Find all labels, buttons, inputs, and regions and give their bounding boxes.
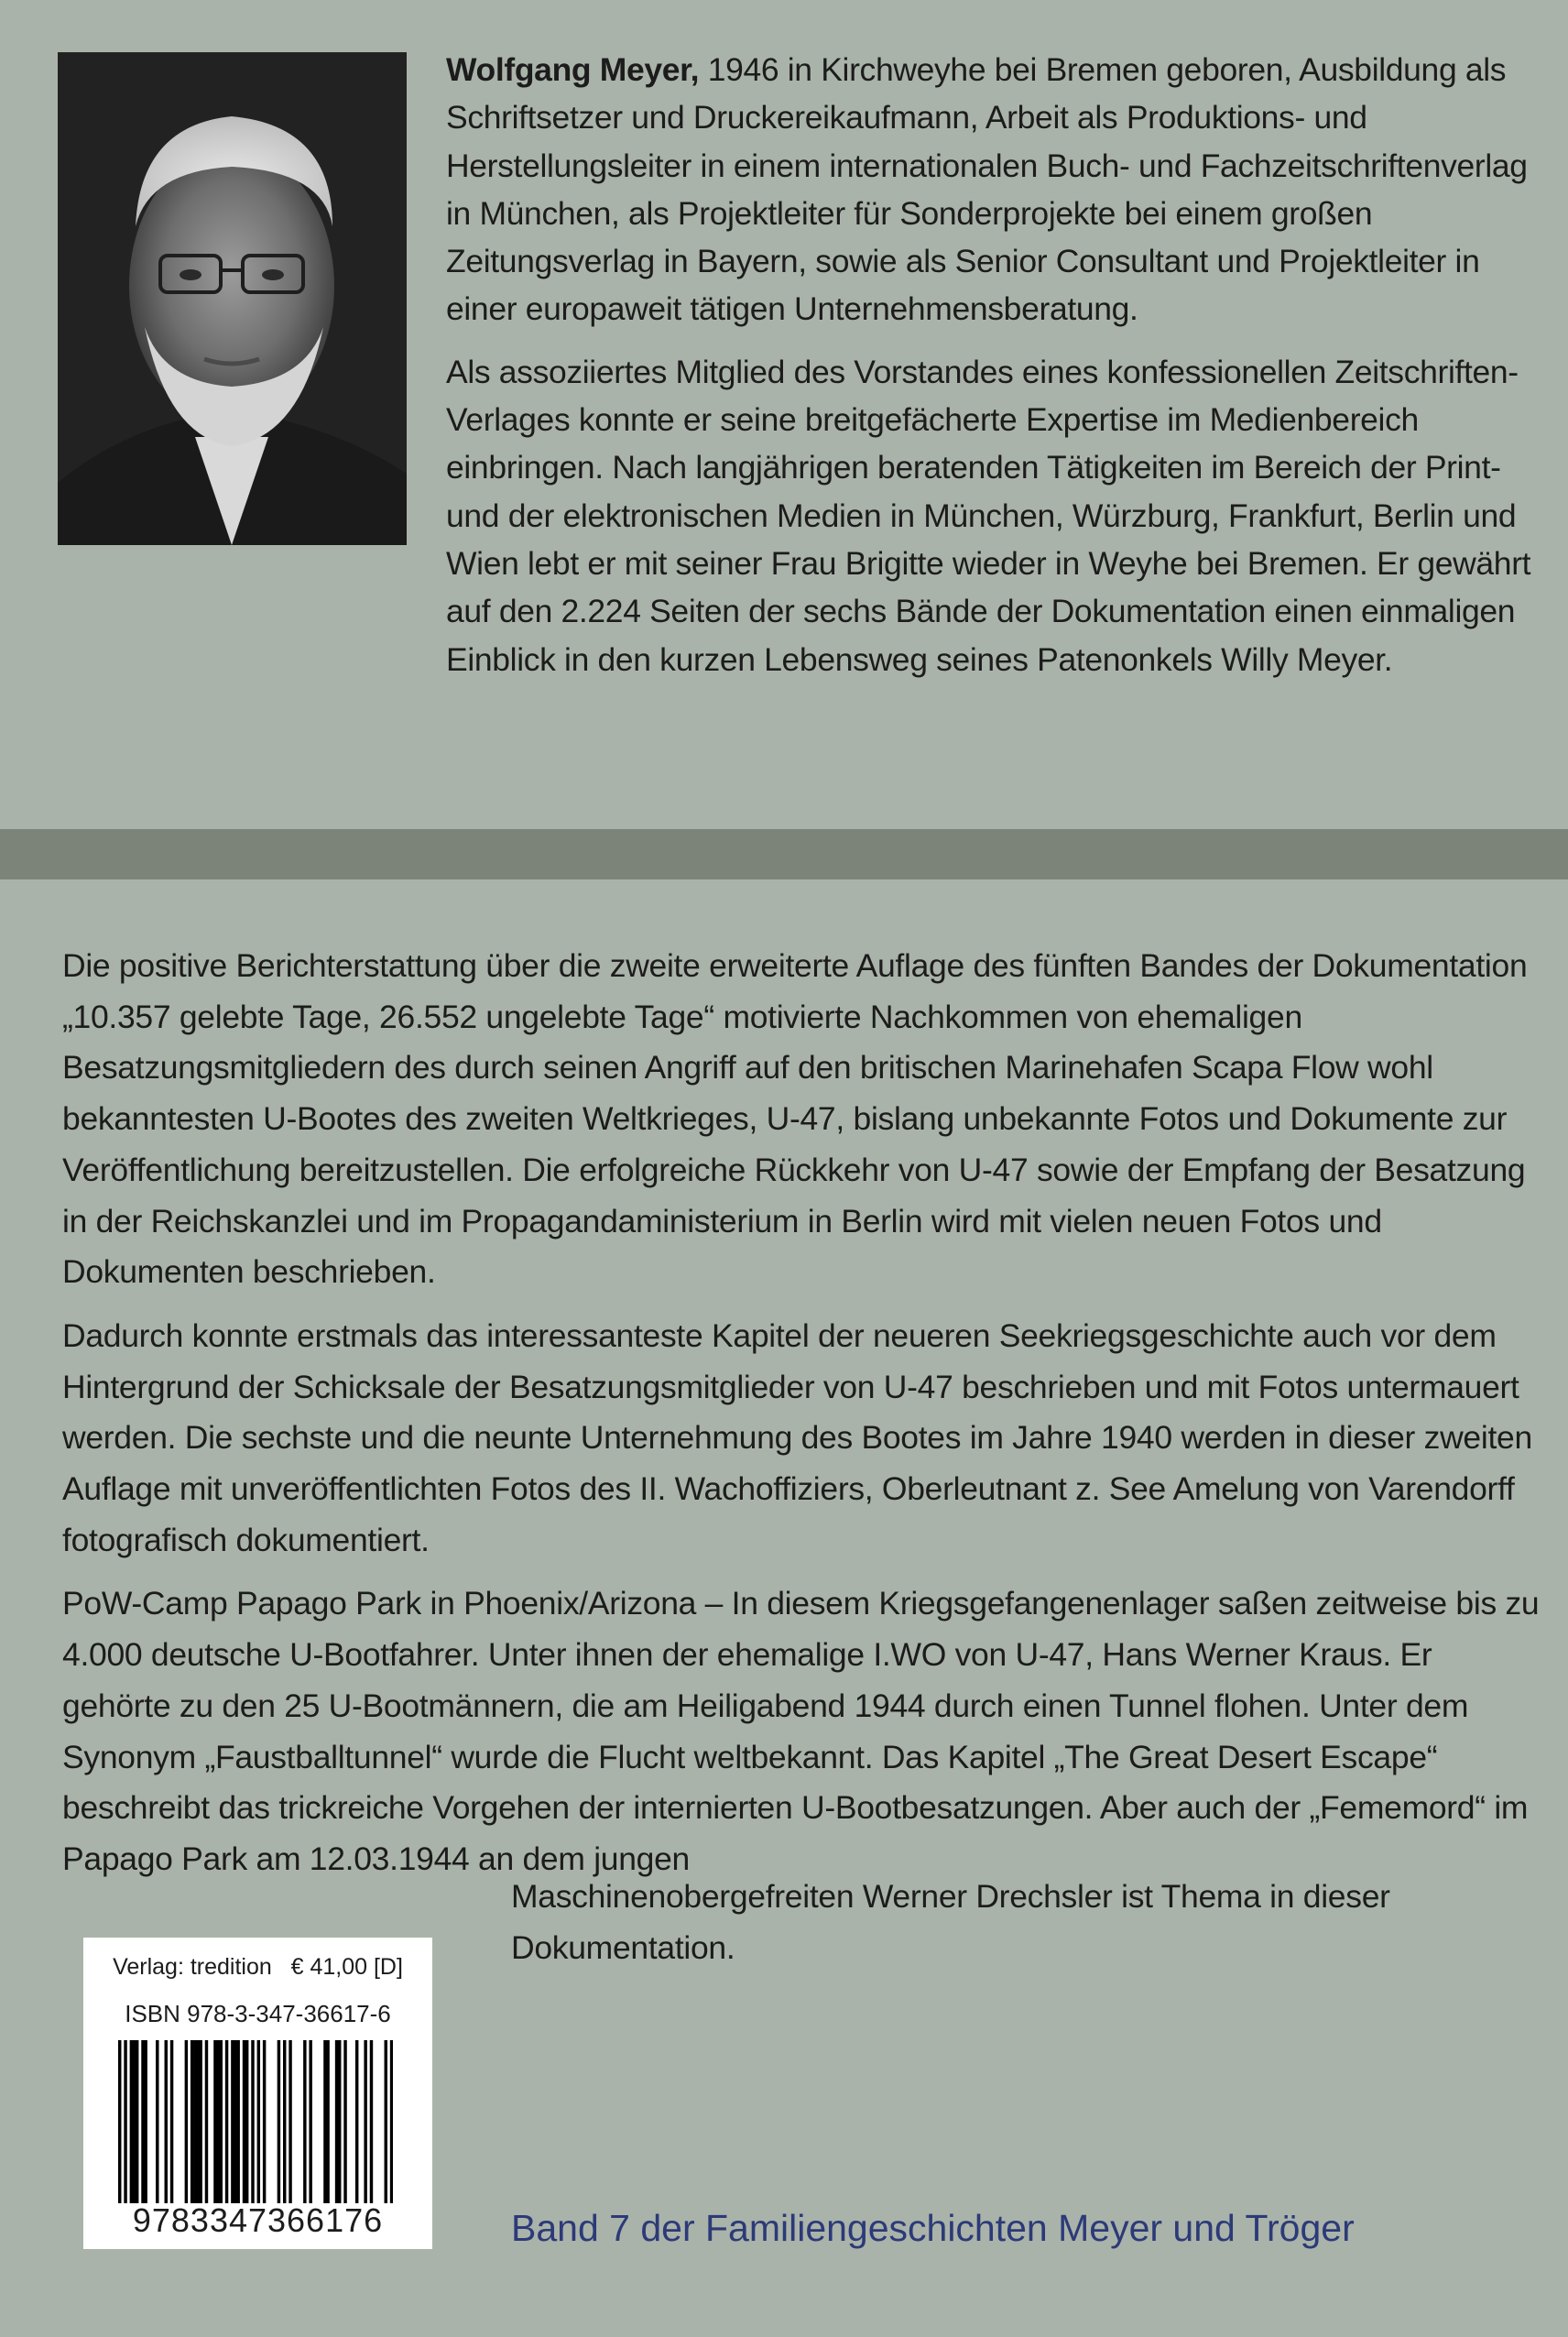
barcode-bar <box>193 2040 196 2203</box>
barcode-bar <box>343 2040 346 2203</box>
barcode-bar <box>303 2040 306 2203</box>
barcode-bar <box>323 2040 326 2203</box>
book-blurb <box>62 941 1546 1898</box>
barcode-bar <box>185 2040 188 2203</box>
barcode-bar <box>141 2040 144 2203</box>
barcode-bar <box>243 2040 245 2203</box>
barcode-bar <box>364 2040 366 2203</box>
barcode-bar <box>165 2040 168 2203</box>
barcode-bar <box>205 2040 208 2203</box>
blurb-paragraph-3-end: Maschinenobergefreiten Werner Drechsler ist Thema in dieser Dokumentation. <box>511 1878 1390 1966</box>
barcode-bar <box>355 2040 358 2203</box>
barcode-bar <box>220 2040 223 2203</box>
barcode-digits: 9783347366176 <box>132 2201 384 2239</box>
barcode-bar <box>335 2040 338 2203</box>
barcode-bar <box>156 2040 158 2203</box>
barcode-bar <box>263 2040 266 2203</box>
author-bio <box>446 46 1536 698</box>
divider-band <box>0 829 1568 879</box>
author-portrait <box>58 52 407 545</box>
blurb-paragraph-2: Dadurch konnte erstmals das interessanteste Kapitel der neueren Seekriegsgeschichte auch vor dem Hintergrund der Schicksale der Besatzungsmitglieder von U-47 beschrieben und mit Fotos untermauert werden. Die sechste und die neunte Unternehmung des Bootes im Jahre 1940 werden in dieser zweiten Auflage mit unveröffentlichten Fotos des II. Wachoffiziers, Oberleutnant z. See Amelung von Varendorff fotografisch dokumentiert. <box>62 1316 1532 1558</box>
barcode-bar <box>370 2040 373 2203</box>
barcode-bar <box>390 2040 393 2203</box>
barcode-box <box>83 1938 432 2249</box>
isbn-label: ISBN 978-3-347-36617-6 <box>125 2000 391 2027</box>
barcode-bar <box>338 2040 341 2203</box>
blurb-paragraph-1: Die positive Berichterstattung über die zweite erweiterte Auflage des fünften Bandes der Dokumentation „10.357 gelebte Tage, 26.552 ungelebte Tage“ motivierte Nachkommen von ehemaligen Besatzungsmitgliedern des durch seinen Angriff auf den britischen Marinehafen Scapa Flow wohl bekanntesten U-Bootes des zweiten Weltkrieges, U-47, bislang unbekannte Fotos und Dokumente zur Veröffentlichung bereitzustellen. Die erfolgreiche Rückkehr von U-47 sowie der Empfang der Besatzung in der Reichskanzlei und im Propagandaministerium in Berlin wird mit vielen neuen Fotos und Dokumenten beschrieben. <box>62 947 1528 1291</box>
barcode-bar <box>130 2040 133 2203</box>
barcode-bar <box>309 2040 311 2203</box>
barcode-bar <box>170 2040 173 2203</box>
author-bio-paragraph-1 <box>446 46 1536 333</box>
barcode-bar <box>124 2040 126 2203</box>
barcode-bar <box>251 2040 254 2203</box>
barcode-bar <box>289 2040 291 2203</box>
blurb-paragraph-3: PoW-Camp Papago Park in Phoenix/Arizona – In diesem Kriegsgefangenenlager saßen zeitweise bis zu 4.000 deutsche U-Bootfahrer. Unter ihnen der ehemalige I.WO von U-47, Hans Werner Kraus. Er gehörte zu den 25 U-Bootmännern, die am Heiligabend 1944 durch einen Tunnel flohen. Unter dem Synonym „Faustballtunnel“ wurde die Flucht weltbekannt. Das Kapitel „The Great Desert Escape“ beschreibt das trickreiche Vorgehen der internierten U-Bootbesatzungen. Aber auch der „Fememord“ im Papago Park am 12.03.1944 an dem jungen <box>62 1585 1540 1877</box>
barcode-icon <box>118 2040 393 2203</box>
barcode-bar <box>133 2040 136 2203</box>
barcode-bar <box>216 2040 219 2203</box>
barcode-bar <box>385 2040 387 2203</box>
barcode-bar <box>236 2040 239 2203</box>
publisher-price-line <box>83 1954 432 1981</box>
barcode-bar <box>234 2040 236 2203</box>
barcode-bar <box>231 2040 234 2203</box>
barcode-bar <box>283 2040 286 2203</box>
barcode-bar <box>118 2040 121 2203</box>
barcode-bar <box>225 2040 228 2203</box>
barcode-bar <box>326 2040 329 2203</box>
price-label: € 41,00 [D] <box>290 1954 403 1980</box>
barcode-bar <box>213 2040 216 2203</box>
barcode-bar <box>257 2040 260 2203</box>
author-bio-paragraph-2: Als assoziiertes Mitglied des Vorstandes eines konfessionellen Zeitschriften-Verlages konnte er seine breitgefächerte Expertise im Medienbereich einbringen. Nach langjährigen beratenden Tätigkeiten im Bereich der Print- und der elektronischen Medien in München, Würzburg, Frankfurt, Berlin und Wien lebt er mit seiner Frau Brigitte wieder in Weyhe bei Bremen. Er gewährt auf den 2.224 Seiten der sechs Bände der Dokumentation einen einmaligen Einblick in den kurzen Lebensweg seines Patenonkels Willy Meyer. <box>446 353 1531 678</box>
barcode-bar <box>136 2040 138 2203</box>
barcode-bar <box>191 2040 193 2203</box>
publisher-label: Verlag: tredition <box>113 1954 272 1980</box>
barcode-bar <box>245 2040 248 2203</box>
series-title: Band 7 der Familiengeschichten Meyer und Tröger <box>511 2207 1355 2249</box>
barcode-bar <box>278 2040 280 2203</box>
barcode-bar <box>196 2040 199 2203</box>
barcode-bar <box>144 2040 147 2203</box>
author-bio-text-1: 1946 in Kirchweyhe bei Bremen geboren, Ausbildung als Schriftsetzer und Druckereikaufmann, Arbeit als Produktions- und Herstellungsleiter in einem internationalen Buch- und Fachzeitschriftenverlag in München, als Projektleiter für Sonderprojekte bei einem großen Zeitungsverlag in Bayern, sowie als Senior Consultant und Projektleiter in einer europaweit tätigen Unternehmensberatung. <box>446 51 1528 328</box>
author-name: Wolfgang Meyer, <box>446 51 700 88</box>
barcode-bar <box>199 2040 201 2203</box>
